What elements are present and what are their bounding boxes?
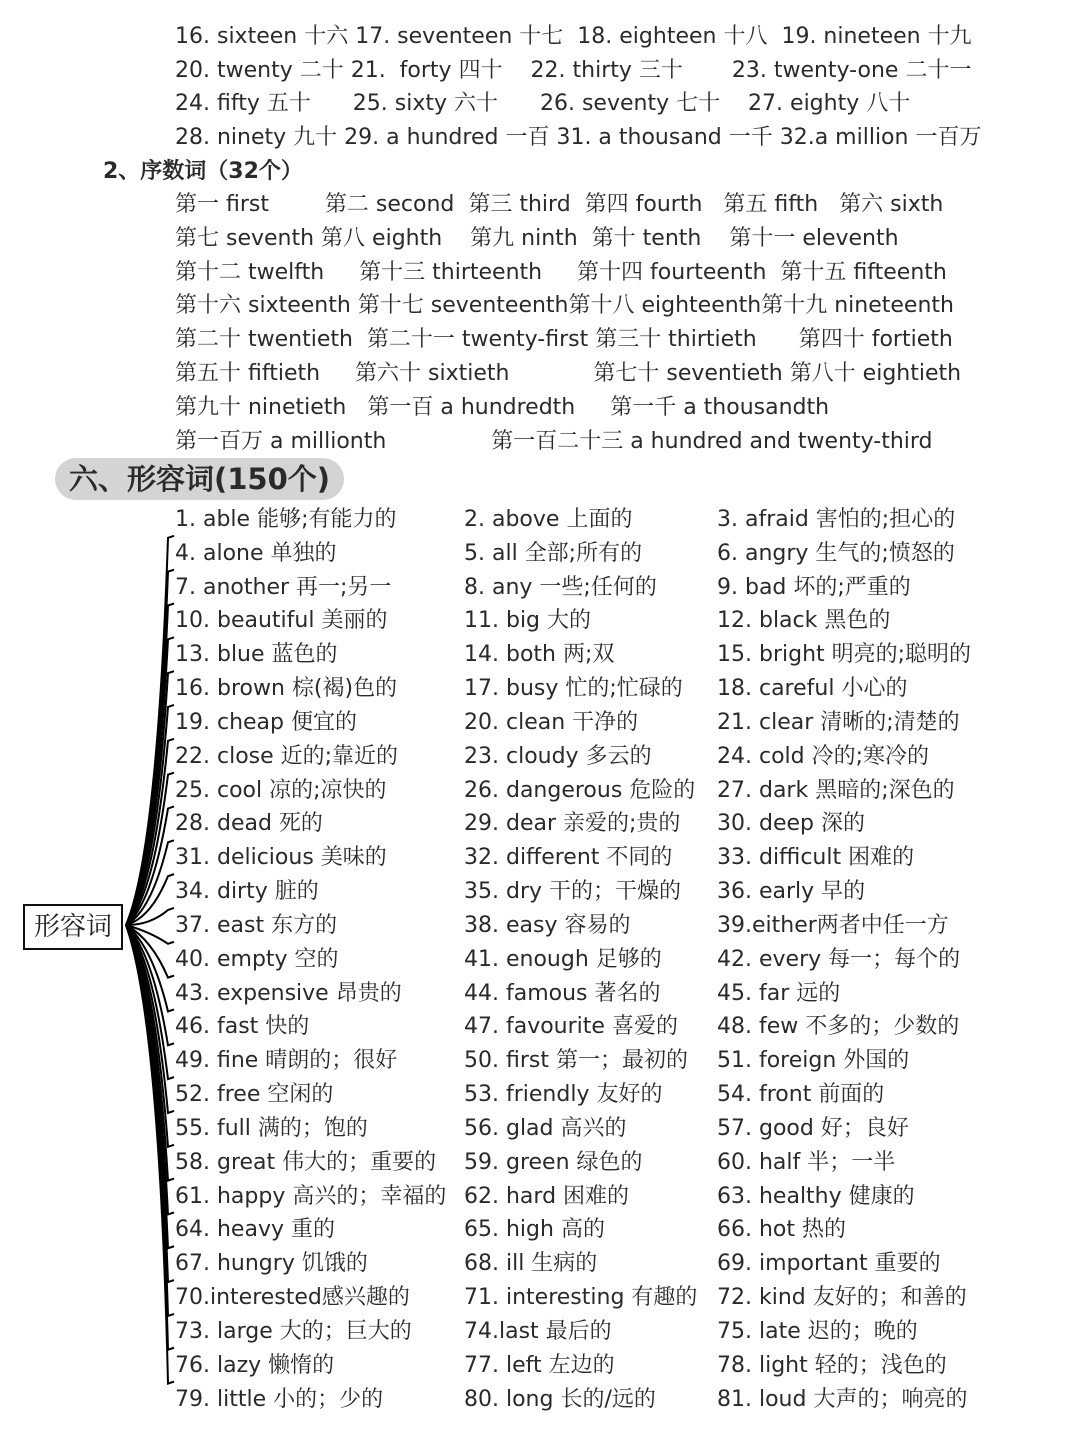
adjective-entry: 70.interested感兴趣的 xyxy=(175,1285,410,1311)
adjective-entry: 73. large 大的；巨大的 xyxy=(175,1318,412,1344)
adjective-entry: 54. front 前面的 xyxy=(717,1082,885,1108)
ordinal-line: 第二十 twentieth 第二十一 twenty-first 第三十 thirtieth 第四十 fortieth xyxy=(175,327,953,353)
adjective-entry: 74.last 最后的 xyxy=(464,1318,612,1344)
adjective-entry: 46. fast 快的 xyxy=(175,1014,310,1040)
adjective-entry: 79. little 小的；少的 xyxy=(175,1386,384,1412)
adjective-entry: 28. dead 死的 xyxy=(175,811,323,837)
adjective-entry: 6. angry 生气的;愤怒的 xyxy=(717,540,955,566)
ordinal-line: 第五十 fiftieth 第六十 sixtieth 第七十 seventieth 第八十 eightieth xyxy=(175,361,962,386)
adjective-entry: 2. above 上面的 xyxy=(464,507,633,532)
adjective-entry: 34. dirty 脏的 xyxy=(175,879,319,905)
adjective-entry: 12. black 黑色的 xyxy=(717,608,891,634)
ordinal-line: 第一百万 a millionth 第一百二十三 a hundred and twenty-third xyxy=(175,428,933,454)
adjective-entry: 38. easy 容易的 xyxy=(464,912,631,938)
adjective-entry: 77. left 左边的 xyxy=(464,1352,615,1378)
adjective-entry: 81. loud 大声的；响亮的 xyxy=(717,1386,968,1412)
adjective-entry: 36. early 早的 xyxy=(717,879,866,905)
cardinal-line: 20. twenty 二十 21. forty 四十 22. thirty 三十 23. twenty-one 二十一 xyxy=(175,57,972,83)
adjective-entry: 33. difficult 困难的 xyxy=(717,845,915,871)
adjective-entry: 55. full 满的；饱的 xyxy=(175,1115,368,1141)
adjective-entry: 76. lazy 懒惰的 xyxy=(175,1352,335,1378)
adjective-entry: 80. long 长的/远的 xyxy=(464,1386,656,1412)
adjective-entry: 57. good 好；良好 xyxy=(717,1115,909,1141)
adjective-entry: 44. famous 著名的 xyxy=(464,980,661,1006)
adjective-entry: 26. dangerous 危险的 xyxy=(464,777,696,803)
adjective-entry: 37. east 东方的 xyxy=(175,912,338,938)
ordinal-line: 第七 seventh 第八 eighth 第九 ninth 第十 tenth 第十一 eleventh xyxy=(175,225,899,251)
adjective-entry: 21. clear 清晰的;清楚的 xyxy=(717,709,960,735)
adjective-entry: 65. high 高的 xyxy=(464,1217,605,1243)
adjective-entry: 1. able 能够;有能力的 xyxy=(175,507,397,532)
adjective-entry: 18. careful 小心的 xyxy=(717,676,908,702)
adjective-entry: 56. glad 高兴的 xyxy=(464,1115,627,1141)
adjective-entry: 71. interesting 有趣的 xyxy=(464,1285,698,1311)
ordinal-line: 第九十 ninetieth 第一百 a hundredth 第一千 a thousandth xyxy=(175,394,830,420)
adjective-entry: 40. empty 空的 xyxy=(175,946,339,972)
adjective-entry: 4. alone 单独的 xyxy=(175,540,337,566)
cardinal-line: 28. ninety 九十 29. a hundred 一百 31. a thousand 一千 32.a million 一百万 xyxy=(175,125,982,151)
adjectives-section-heading: 六、形容词(150个) xyxy=(55,458,344,500)
adjective-entry: 29. dear 亲爱的;贵的 xyxy=(464,811,681,837)
adjective-entry: 49. fine 晴朗的；很好 xyxy=(175,1048,398,1074)
adjective-entry: 48. few 不多的；少数的 xyxy=(717,1014,960,1040)
adjective-entry: 11. big 大的 xyxy=(464,608,592,634)
adjective-entry: 58. great 伟大的；重要的 xyxy=(175,1149,437,1175)
adjective-entry: 60. half 半；一半 xyxy=(717,1149,896,1175)
adjective-entry: 10. beautiful 美丽的 xyxy=(175,608,388,634)
cardinal-line: 16. sixteen 十六 17. seventeen 十七 18. eighteen 十八 19. nineteen 十九 xyxy=(175,24,972,49)
adjective-entry: 39.either两者中任一方 xyxy=(717,912,949,938)
adjective-entry: 41. enough 足够的 xyxy=(464,946,662,972)
adjective-entry: 30. deep 深的 xyxy=(717,811,865,837)
adjective-entry: 19. cheap 便宜的 xyxy=(175,709,357,735)
adjective-entry: 24. cold 冷的;寒冷的 xyxy=(717,743,930,769)
adjective-entry: 61. happy 高兴的；幸福的 xyxy=(175,1183,447,1209)
adjective-entry: 5. all 全部;所有的 xyxy=(464,540,643,566)
cardinal-line: 24. fifty 五十 25. sixty 六十 26. seventy 七十 27. eighty 八十 xyxy=(175,91,911,117)
adjective-entry: 59. green 绿色的 xyxy=(464,1149,643,1175)
adjective-entry: 47. favourite 喜爱的 xyxy=(464,1014,678,1040)
adjective-entry: 43. expensive 昂贵的 xyxy=(175,980,402,1006)
ordinal-line: 第一 first 第二 second 第三 third 第四 fourth 第五 fifth 第六 sixth xyxy=(175,192,944,217)
adjective-entry: 9. bad 坏的;严重的 xyxy=(717,574,911,600)
adjective-entry: 32. different 不同的 xyxy=(464,845,673,871)
adjective-entry: 52. free 空闲的 xyxy=(175,1082,334,1108)
adjective-entry: 7. another 再一;另一 xyxy=(175,574,392,600)
adjective-entry: 13. blue 蓝色的 xyxy=(175,642,338,668)
adjective-entry: 23. cloudy 多云的 xyxy=(464,743,652,769)
adjective-entry: 31. delicious 美味的 xyxy=(175,845,387,871)
ordinal-line: 第十二 twelfth 第十三 thirteenth 第十四 fourteenth 第十五 fifteenth xyxy=(175,259,947,285)
adjectives-root-label: 形容词 xyxy=(23,904,123,950)
ordinal-numbers-heading: 2、序数词（32个） xyxy=(103,159,303,184)
adjective-entry: 8. any 一些;任何的 xyxy=(464,574,657,600)
adjective-entry: 78. light 轻的；浅色的 xyxy=(717,1352,947,1378)
adjective-entry: 45. far 远的 xyxy=(717,980,841,1006)
adjective-entry: 35. dry 干的；干燥的 xyxy=(464,879,682,905)
adjective-entry: 75. late 迟的；晚的 xyxy=(717,1318,918,1344)
adjective-entry: 22. close 近的;靠近的 xyxy=(175,743,399,769)
adjective-entry: 51. foreign 外国的 xyxy=(717,1048,910,1074)
adjective-entry: 72. kind 友好的；和善的 xyxy=(717,1285,967,1311)
adjective-entry: 3. afraid 害怕的;担心的 xyxy=(717,507,956,532)
adjective-entry: 42. every 每一；每个的 xyxy=(717,946,961,972)
adjective-entry: 53. friendly 友好的 xyxy=(464,1082,663,1108)
adjective-entry: 62. hard 困难的 xyxy=(464,1183,630,1209)
adjective-entry: 17. busy 忙的;忙碌的 xyxy=(464,676,683,702)
adjective-entry: 14. both 两;双 xyxy=(464,642,615,668)
adjective-entry: 16. brown 棕(褐)色的 xyxy=(175,676,398,702)
adjective-entry: 68. ill 生病的 xyxy=(464,1251,598,1277)
adjective-entry: 20. clean 干净的 xyxy=(464,709,639,735)
adjective-entry: 69. important 重要的 xyxy=(717,1251,941,1277)
ordinal-line: 第十六 sixteenth 第十七 seventeenth第十八 eighteenth第十九 nineteenth xyxy=(175,293,954,319)
adjective-entry: 15. bright 明亮的;聪明的 xyxy=(717,642,972,668)
adjective-entry: 67. hungry 饥饿的 xyxy=(175,1251,368,1277)
adjective-entry: 50. first 第一；最初的 xyxy=(464,1048,688,1074)
adjective-entry: 25. cool 凉的;凉快的 xyxy=(175,777,387,803)
adjective-entry: 27. dark 黑暗的;深色的 xyxy=(717,777,955,803)
adjective-entry: 64. heavy 重的 xyxy=(175,1217,335,1243)
adjective-entry: 63. healthy 健康的 xyxy=(717,1183,915,1209)
adjective-entry: 66. hot 热的 xyxy=(717,1217,847,1243)
